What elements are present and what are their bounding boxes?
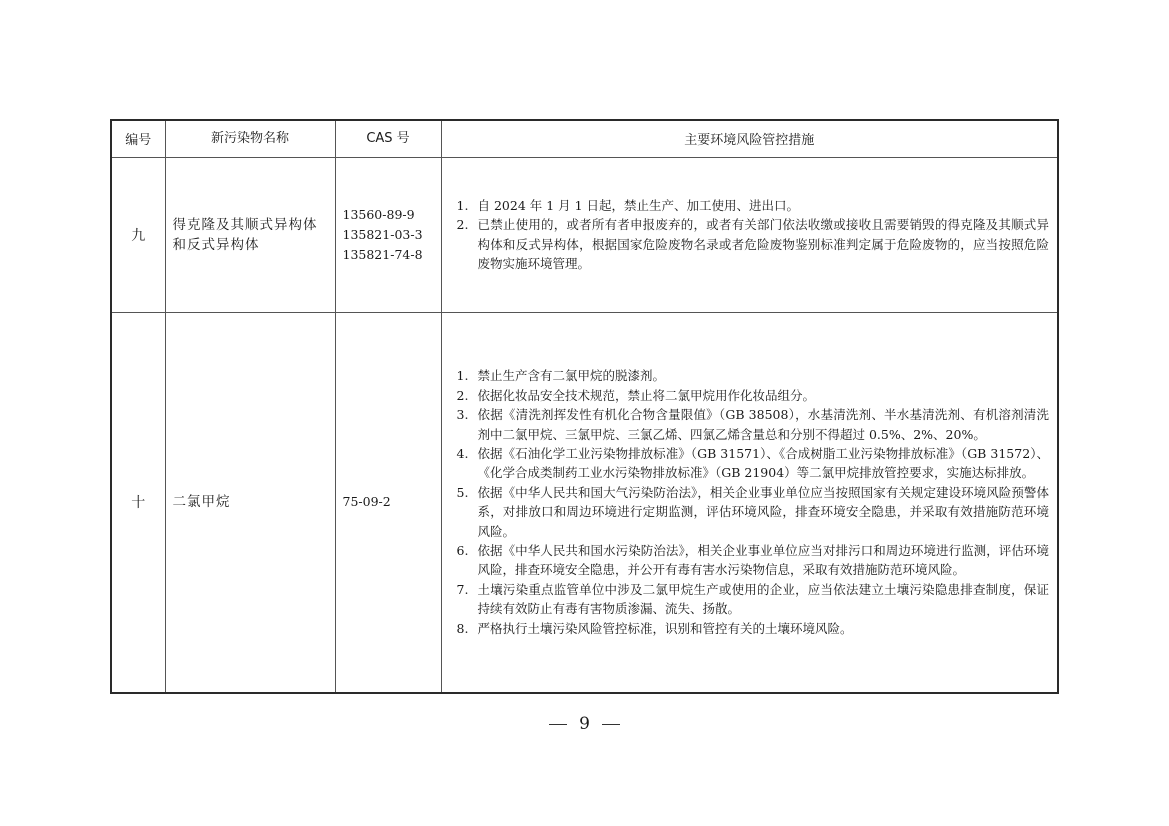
measure-item: 7. 土壤污染重点监管单位中涉及二氯甲烷生产或使用的企业，应当依法建立土壤污染隐患排查制度，保证持续有效防止有毒有害物质渗漏、流失、扬散。: [456, 581, 1049, 617]
page-number: 9: [579, 714, 590, 734]
cas-number: 135821-03-3: [342, 226, 423, 242]
header-measures: 主要环境风险管控措施: [441, 120, 1058, 157]
header-number: 编号: [111, 120, 165, 157]
measures-list: [457, 196, 1050, 274]
measure-item: 1. 自 2024 年 1 月 1 日起，禁止生产、加工使用、进出口。: [456, 197, 800, 213]
measure-item: 1. 禁止生产含有二氯甲烷的脱漆剂。: [456, 368, 666, 384]
control-measures: [441, 157, 1058, 312]
control-measures: [441, 312, 1058, 693]
row-number: 九: [111, 157, 165, 312]
dash-decoration: [602, 724, 620, 725]
pollutant-name: 得克隆及其顺式异构体和反式异构体: [165, 157, 335, 312]
header-name: 新污染物名称: [165, 120, 335, 157]
cas-number: 135821-74-8: [342, 246, 423, 262]
measures-list: [457, 366, 1050, 638]
cas-number: 13560-89-9: [342, 206, 415, 222]
measure-item: 2. 已禁止使用的，或者所有者申报废弃的，或者有关部门依法收缴或接收且需要销毁的得克隆及其顺式异构体和反式异构体，根据国家危险废物名录或者危险废物鉴别标准判定属于危险废物的，应当按照危险废物实施环境管理。: [456, 217, 1049, 271]
measure-item: 4. 依据《石油化学工业污染物排放标准》（GB 31571）、《合成树脂工业污染物排放标准》（GB 31572）、《化学合成类制药工业水污染物排放标准》（GB 21904）等二氯甲烷排放管控要求，实施达标排放。: [456, 446, 1049, 481]
cas-numbers: [335, 157, 441, 312]
table-header-row: [111, 120, 1058, 157]
measure-item: 5. 依据《中华人民共和国大气污染防治法》，相关企业事业单位应当按照国家有关规定建设环境风险预警体系，对排放口和周边环境进行定期监测，评估环境风险，排查环境安全隐患，并采取有效措施防范环境风险。: [456, 484, 1049, 539]
measure-item: 2. 依据化妆品安全技术规范，禁止将二氯甲烷用作化妆品组分。: [456, 387, 816, 403]
measure-item: 8. 严格执行土壤污染风险管控标准，识别和管控有关的土壤环境风险。: [456, 620, 853, 636]
cas-numbers: [335, 312, 441, 693]
table-row: [111, 157, 1058, 312]
header-cas: CAS 号: [335, 120, 441, 157]
table-row: [111, 312, 1058, 693]
row-number: 十: [111, 312, 165, 693]
pollutant-name: 二氯甲烷: [165, 312, 335, 693]
measure-item: 6. 依据《中华人民共和国水污染防治法》，相关企业事业单位应当对排污口和周边环境进行监测，评估环境风险，排查环境安全隐患，并公开有毒有害水污染物信息，采取有效措施防范环境风险。: [456, 543, 1049, 578]
measure-item: 3. 依据《清洗剂挥发性有机化合物含量限值》（GB 38508），水基清洗剂、半水基清洗剂、有机溶剂清洗剂中二氯甲烷、三氯甲烷、三氯乙烯、四氯乙烯含量总和分别不得超过 0.5%、2%、20%。: [456, 407, 1049, 442]
dash-decoration: [549, 724, 567, 725]
page-footer: [0, 714, 1169, 734]
cas-number: 75-09-2: [342, 494, 391, 510]
pollutant-control-table: [110, 119, 1059, 694]
